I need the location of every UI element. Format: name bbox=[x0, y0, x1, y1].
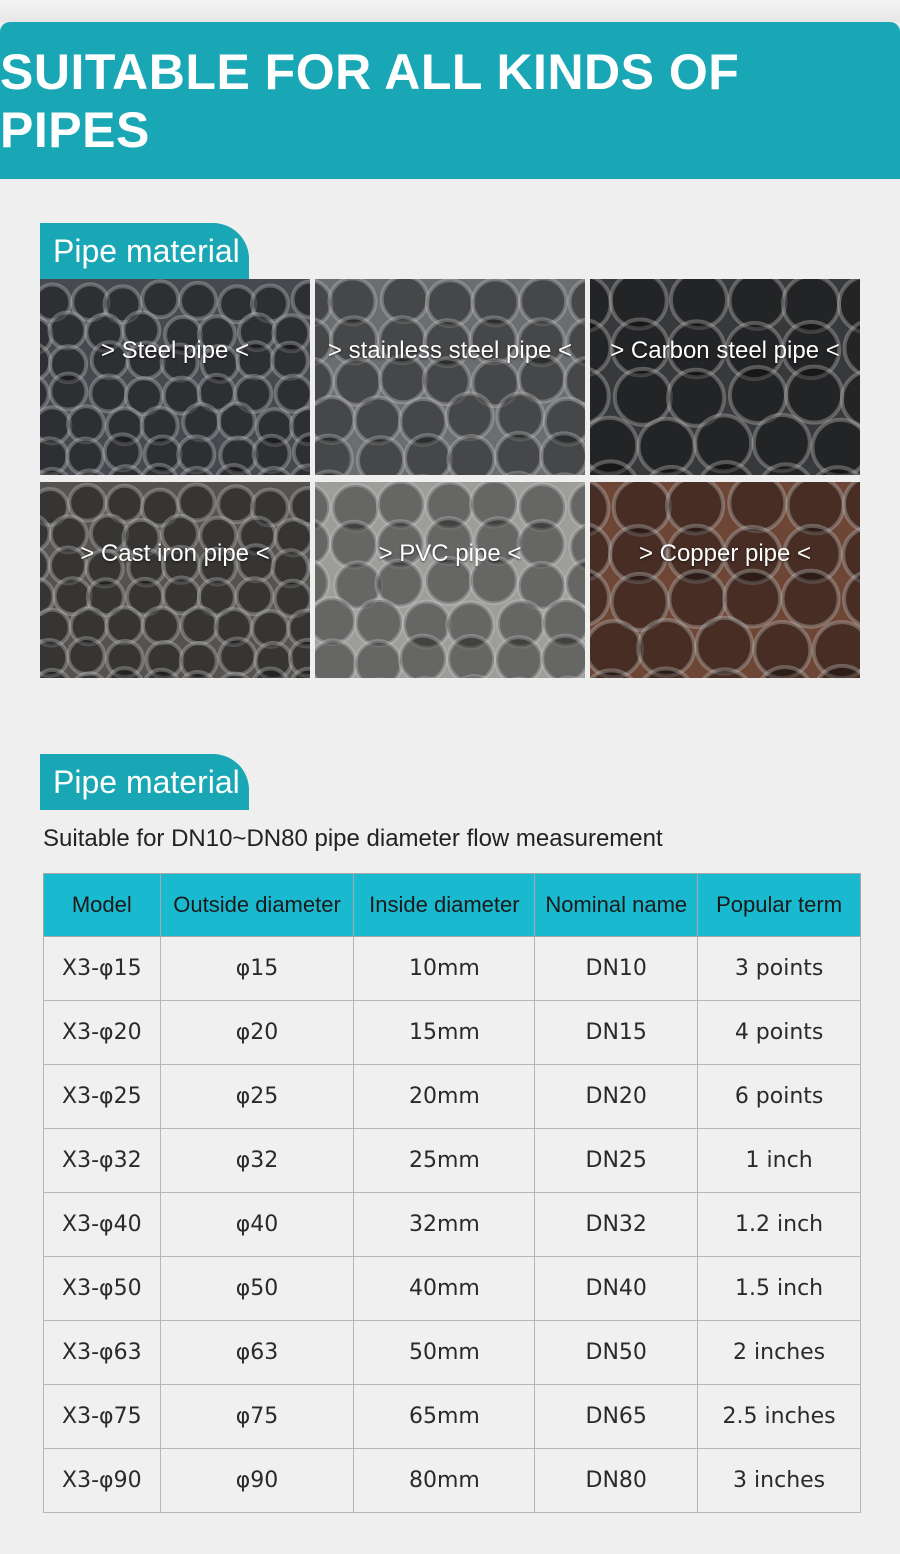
nominal-name-cell: DN20 bbox=[535, 1065, 698, 1129]
table-row bbox=[44, 937, 861, 1001]
inside-diameter-cell: 10mm bbox=[354, 937, 535, 1001]
material-label: > Cast iron pipe < bbox=[80, 540, 270, 567]
material-tile-carbon-steel bbox=[590, 279, 860, 475]
outside-diameter-cell: φ25 bbox=[160, 1065, 354, 1129]
pipe-material-grid bbox=[40, 279, 861, 678]
outside-diameter-cell: φ32 bbox=[160, 1129, 354, 1193]
model-cell: X3-φ75 bbox=[44, 1385, 161, 1449]
nominal-name-cell: DN15 bbox=[535, 1001, 698, 1065]
popular-term-cell: 1 inch bbox=[698, 1129, 861, 1193]
material-label: > stainless steel pipe < bbox=[327, 337, 573, 364]
model-cell: X3-φ20 bbox=[44, 1001, 161, 1065]
table-row bbox=[44, 1193, 861, 1257]
table-header-row bbox=[44, 874, 861, 937]
table-row bbox=[44, 1129, 861, 1193]
outside-diameter-cell: φ40 bbox=[160, 1193, 354, 1257]
material-label: > Steel pipe < bbox=[100, 337, 250, 364]
material-tile-pvc bbox=[315, 482, 585, 678]
model-cell: X3-φ15 bbox=[44, 937, 161, 1001]
table-body bbox=[44, 937, 861, 1513]
outside-diameter-cell: φ90 bbox=[160, 1449, 354, 1513]
nominal-name-cell: DN80 bbox=[535, 1449, 698, 1513]
material-tile-cast-iron bbox=[40, 482, 310, 678]
nominal-name-cell: DN65 bbox=[535, 1385, 698, 1449]
nominal-name-cell: DN10 bbox=[535, 937, 698, 1001]
nominal-name-cell: DN25 bbox=[535, 1129, 698, 1193]
model-cell: X3-φ25 bbox=[44, 1065, 161, 1129]
model-cell: X3-φ32 bbox=[44, 1129, 161, 1193]
inside-diameter-cell: 25mm bbox=[354, 1129, 535, 1193]
model-cell: X3-φ50 bbox=[44, 1257, 161, 1321]
tile-shade bbox=[40, 482, 310, 678]
inside-diameter-cell: 32mm bbox=[354, 1193, 535, 1257]
inside-diameter-cell: 65mm bbox=[354, 1385, 535, 1449]
table-row bbox=[44, 1385, 861, 1449]
col-header-nominal-name: Nominal name bbox=[535, 874, 698, 937]
col-header-inside-diameter: Inside diameter bbox=[354, 874, 535, 937]
material-tile-steel bbox=[40, 279, 310, 475]
tile-shade bbox=[590, 482, 860, 678]
tile-shade bbox=[590, 279, 860, 475]
model-cell: X3-φ63 bbox=[44, 1321, 161, 1385]
spec-subtitle: Suitable for DN10~DN80 pipe diameter flow measurement bbox=[43, 825, 663, 852]
popular-term-cell: 6 points bbox=[698, 1065, 861, 1129]
outside-diameter-cell: φ75 bbox=[160, 1385, 354, 1449]
section-tag-specs: Pipe material bbox=[40, 754, 249, 810]
tile-shade bbox=[315, 279, 585, 475]
material-label: > Copper pipe < bbox=[638, 540, 812, 567]
nominal-name-cell: DN32 bbox=[535, 1193, 698, 1257]
material-tile-stainless-steel bbox=[315, 279, 585, 475]
col-header-popular-term: Popular term bbox=[698, 874, 861, 937]
pipe-spec-table bbox=[43, 873, 861, 1513]
popular-term-cell: 1.2 inch bbox=[698, 1193, 861, 1257]
inside-diameter-cell: 15mm bbox=[354, 1001, 535, 1065]
table-row bbox=[44, 1065, 861, 1129]
popular-term-cell: 2.5 inches bbox=[698, 1385, 861, 1449]
section-tag-materials: Pipe material bbox=[40, 223, 249, 279]
nominal-name-cell: DN40 bbox=[535, 1257, 698, 1321]
popular-term-cell: 3 inches bbox=[698, 1449, 861, 1513]
col-header-outside-diameter: Outside diameter bbox=[160, 874, 354, 937]
col-header-model: Model bbox=[44, 874, 161, 937]
outside-diameter-cell: φ63 bbox=[160, 1321, 354, 1385]
popular-term-cell: 3 points bbox=[698, 937, 861, 1001]
popular-term-cell: 1.5 inch bbox=[698, 1257, 861, 1321]
outside-diameter-cell: φ50 bbox=[160, 1257, 354, 1321]
outside-diameter-cell: φ20 bbox=[160, 1001, 354, 1065]
material-label: > PVC pipe < bbox=[378, 540, 522, 567]
nominal-name-cell: DN50 bbox=[535, 1321, 698, 1385]
table-row bbox=[44, 1449, 861, 1513]
header-banner bbox=[0, 22, 900, 179]
table-row bbox=[44, 1257, 861, 1321]
tile-shade bbox=[40, 279, 310, 475]
model-cell: X3-φ90 bbox=[44, 1449, 161, 1513]
table-row bbox=[44, 1321, 861, 1385]
inside-diameter-cell: 40mm bbox=[354, 1257, 535, 1321]
model-cell: X3-φ40 bbox=[44, 1193, 161, 1257]
popular-term-cell: 4 points bbox=[698, 1001, 861, 1065]
table-row bbox=[44, 1001, 861, 1065]
banner-title: SUITABLE FOR ALL KINDS OF PIPES bbox=[0, 43, 740, 158]
inside-diameter-cell: 80mm bbox=[354, 1449, 535, 1513]
popular-term-cell: 2 inches bbox=[698, 1321, 861, 1385]
top-background bbox=[0, 0, 900, 22]
tile-shade bbox=[315, 482, 585, 678]
outside-diameter-cell: φ15 bbox=[160, 937, 354, 1001]
inside-diameter-cell: 50mm bbox=[354, 1321, 535, 1385]
material-tile-copper bbox=[590, 482, 860, 678]
material-label: > Carbon steel pipe < bbox=[610, 337, 840, 364]
inside-diameter-cell: 20mm bbox=[354, 1065, 535, 1129]
